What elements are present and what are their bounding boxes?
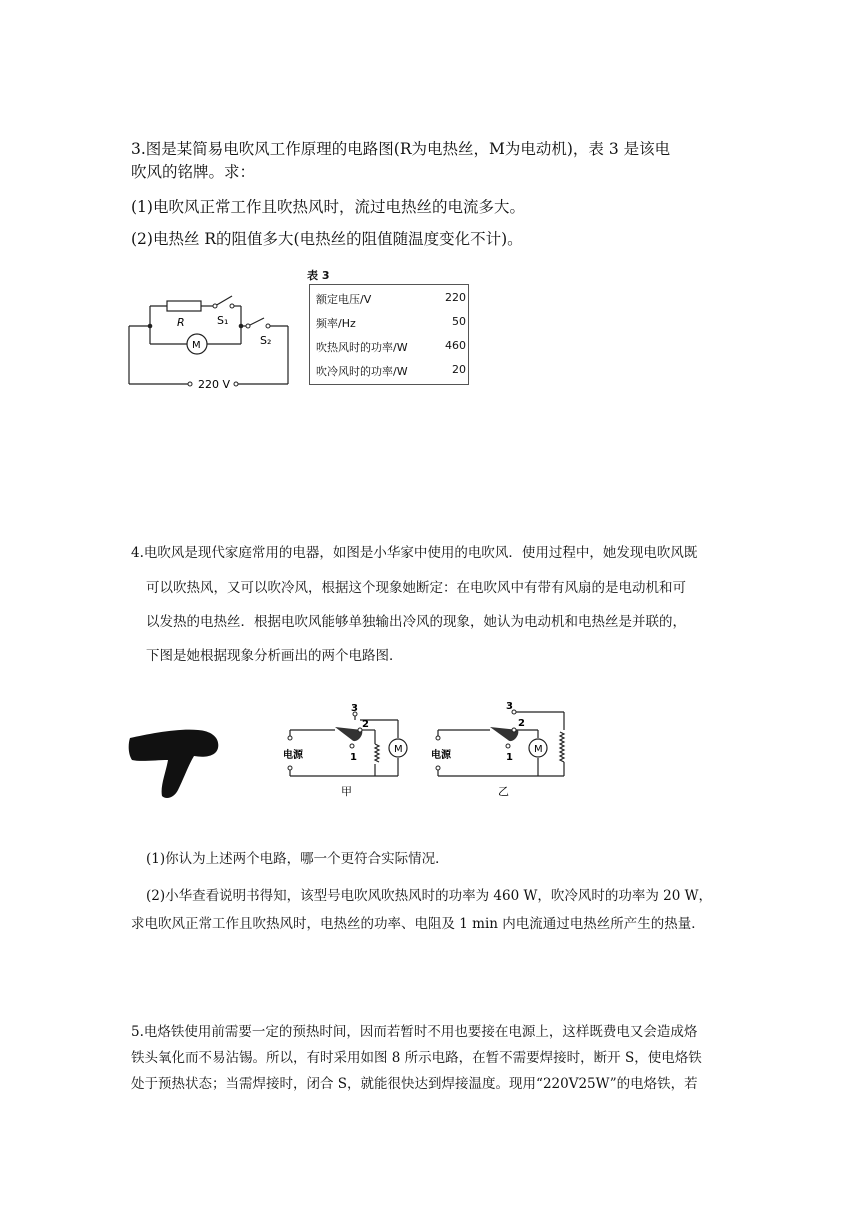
motor-label: M — [192, 340, 201, 351]
figure-caption-jia: 甲 — [341, 785, 352, 798]
circuit-yi-diagram — [428, 700, 578, 800]
switch-s2-icon — [248, 318, 264, 326]
table-caption: 表 3 — [307, 269, 330, 282]
terminal-1-label: 1 — [350, 752, 357, 763]
heater-coil-icon — [560, 732, 564, 762]
table-cell-value: 460 — [445, 339, 466, 352]
motor-label: M — [534, 744, 543, 755]
q4-subquestion-2-line-2: 求电吹风正常工作且吹热风时，电热丝的功率、电阻及 1 min 内电流通过电热丝所产生的热量． — [131, 916, 705, 932]
q4-subquestion-2-line-1: (2)小华查看说明书得知，该型号电吹风吹热风时的功率为 460 W，吹冷风时的功率为 20 W， — [146, 888, 712, 904]
figure-caption-yi: 乙 — [498, 785, 509, 798]
terminal-2-label: 2 — [362, 719, 369, 730]
table-cell-name: 吹冷风时的功率/W — [316, 365, 408, 378]
table-row — [316, 339, 466, 361]
heater-coil-icon — [375, 744, 379, 762]
q5-line-2: 铁头氧化而不易沾锡。所以，有时采用如图 8 所示电路，在暂不需要焊接时，断开 S，使电烙铁 — [131, 1050, 702, 1066]
terminal-3-label: 3 — [351, 703, 358, 714]
q3-subquestion-1: (1)电吹风正常工作且吹热风时，流过电热丝的电流多大。 — [131, 198, 525, 216]
circuit-jia-diagram — [280, 700, 410, 800]
q3-subquestion-2: (2)电热丝 R的阻值多大(电热丝的阻值随温度变化不计)。 — [131, 230, 523, 248]
switch-s1-icon — [215, 296, 232, 306]
terminal-3-label: 3 — [506, 701, 513, 712]
q4-line-3: 以发热的电热丝．根据电吹风能够单独输出冷风的现象，她认为电动机和电热丝是并联的， — [146, 614, 686, 630]
resistor-icon — [167, 301, 201, 311]
motor-label: M — [394, 744, 403, 755]
q3-line-2: 吹风的铭牌。求： — [131, 163, 256, 181]
q4-line-1: 4.电吹风是现代家庭常用的电器，如图是小华家中使用的电吹风．使用过程中，她发现电吹风既 — [131, 545, 698, 561]
switch-s2-label: S₂ — [260, 334, 272, 347]
table-row — [316, 363, 466, 385]
q3-nameplate-table — [301, 267, 475, 385]
table-row — [316, 315, 466, 337]
q4-line-2: 可以吹热风，又可以吹冷风，根据这个现象她断定：在电吹风中有带有风扇的是电动机和可 — [146, 580, 686, 596]
power-source-label: 电源 — [431, 750, 451, 761]
terminal-2-label: 2 — [518, 718, 525, 729]
q3-line-1: 3.图是某简易电吹风工作原理的电路图(R为电热丝，M为电动机)，表 3 是该电 — [131, 140, 671, 158]
table-cell-value: 50 — [452, 315, 466, 328]
table-cell-name: 频率/Hz — [316, 317, 356, 330]
table-cell-value: 220 — [445, 291, 466, 304]
q4-subquestion-1: (1)你认为上述两个电路，哪一个更符合实际情况． — [146, 851, 449, 867]
table-cell-value: 20 — [452, 363, 466, 376]
table-cell-name: 吹热风时的功率/W — [316, 341, 408, 354]
voltage-label: 220 V — [198, 378, 231, 391]
q5-line-1: 5.电烙铁使用前需要一定的预热时间，因而若暂时不用也要接在电源上，这样既费电又会造成烙 — [131, 1024, 698, 1040]
q3-circuit-diagram — [120, 282, 300, 394]
q4-line-4: 下图是她根据现象分析画出的两个电路图． — [146, 648, 403, 664]
switch-s1-label: S₁ — [217, 314, 229, 327]
terminal-1-label: 1 — [506, 752, 513, 763]
table-row — [316, 291, 466, 313]
table-cell-name: 额定电压/V — [316, 293, 372, 306]
hair-dryer-image — [128, 726, 222, 802]
power-source-label: 电源 — [283, 750, 303, 761]
q5-line-3: 处于预热状态；当需焊接时，闭合 S，就能很快达到焊接温度。现用“220V25W”的电烙铁，若 — [131, 1076, 698, 1092]
resistor-label: R — [177, 316, 185, 329]
